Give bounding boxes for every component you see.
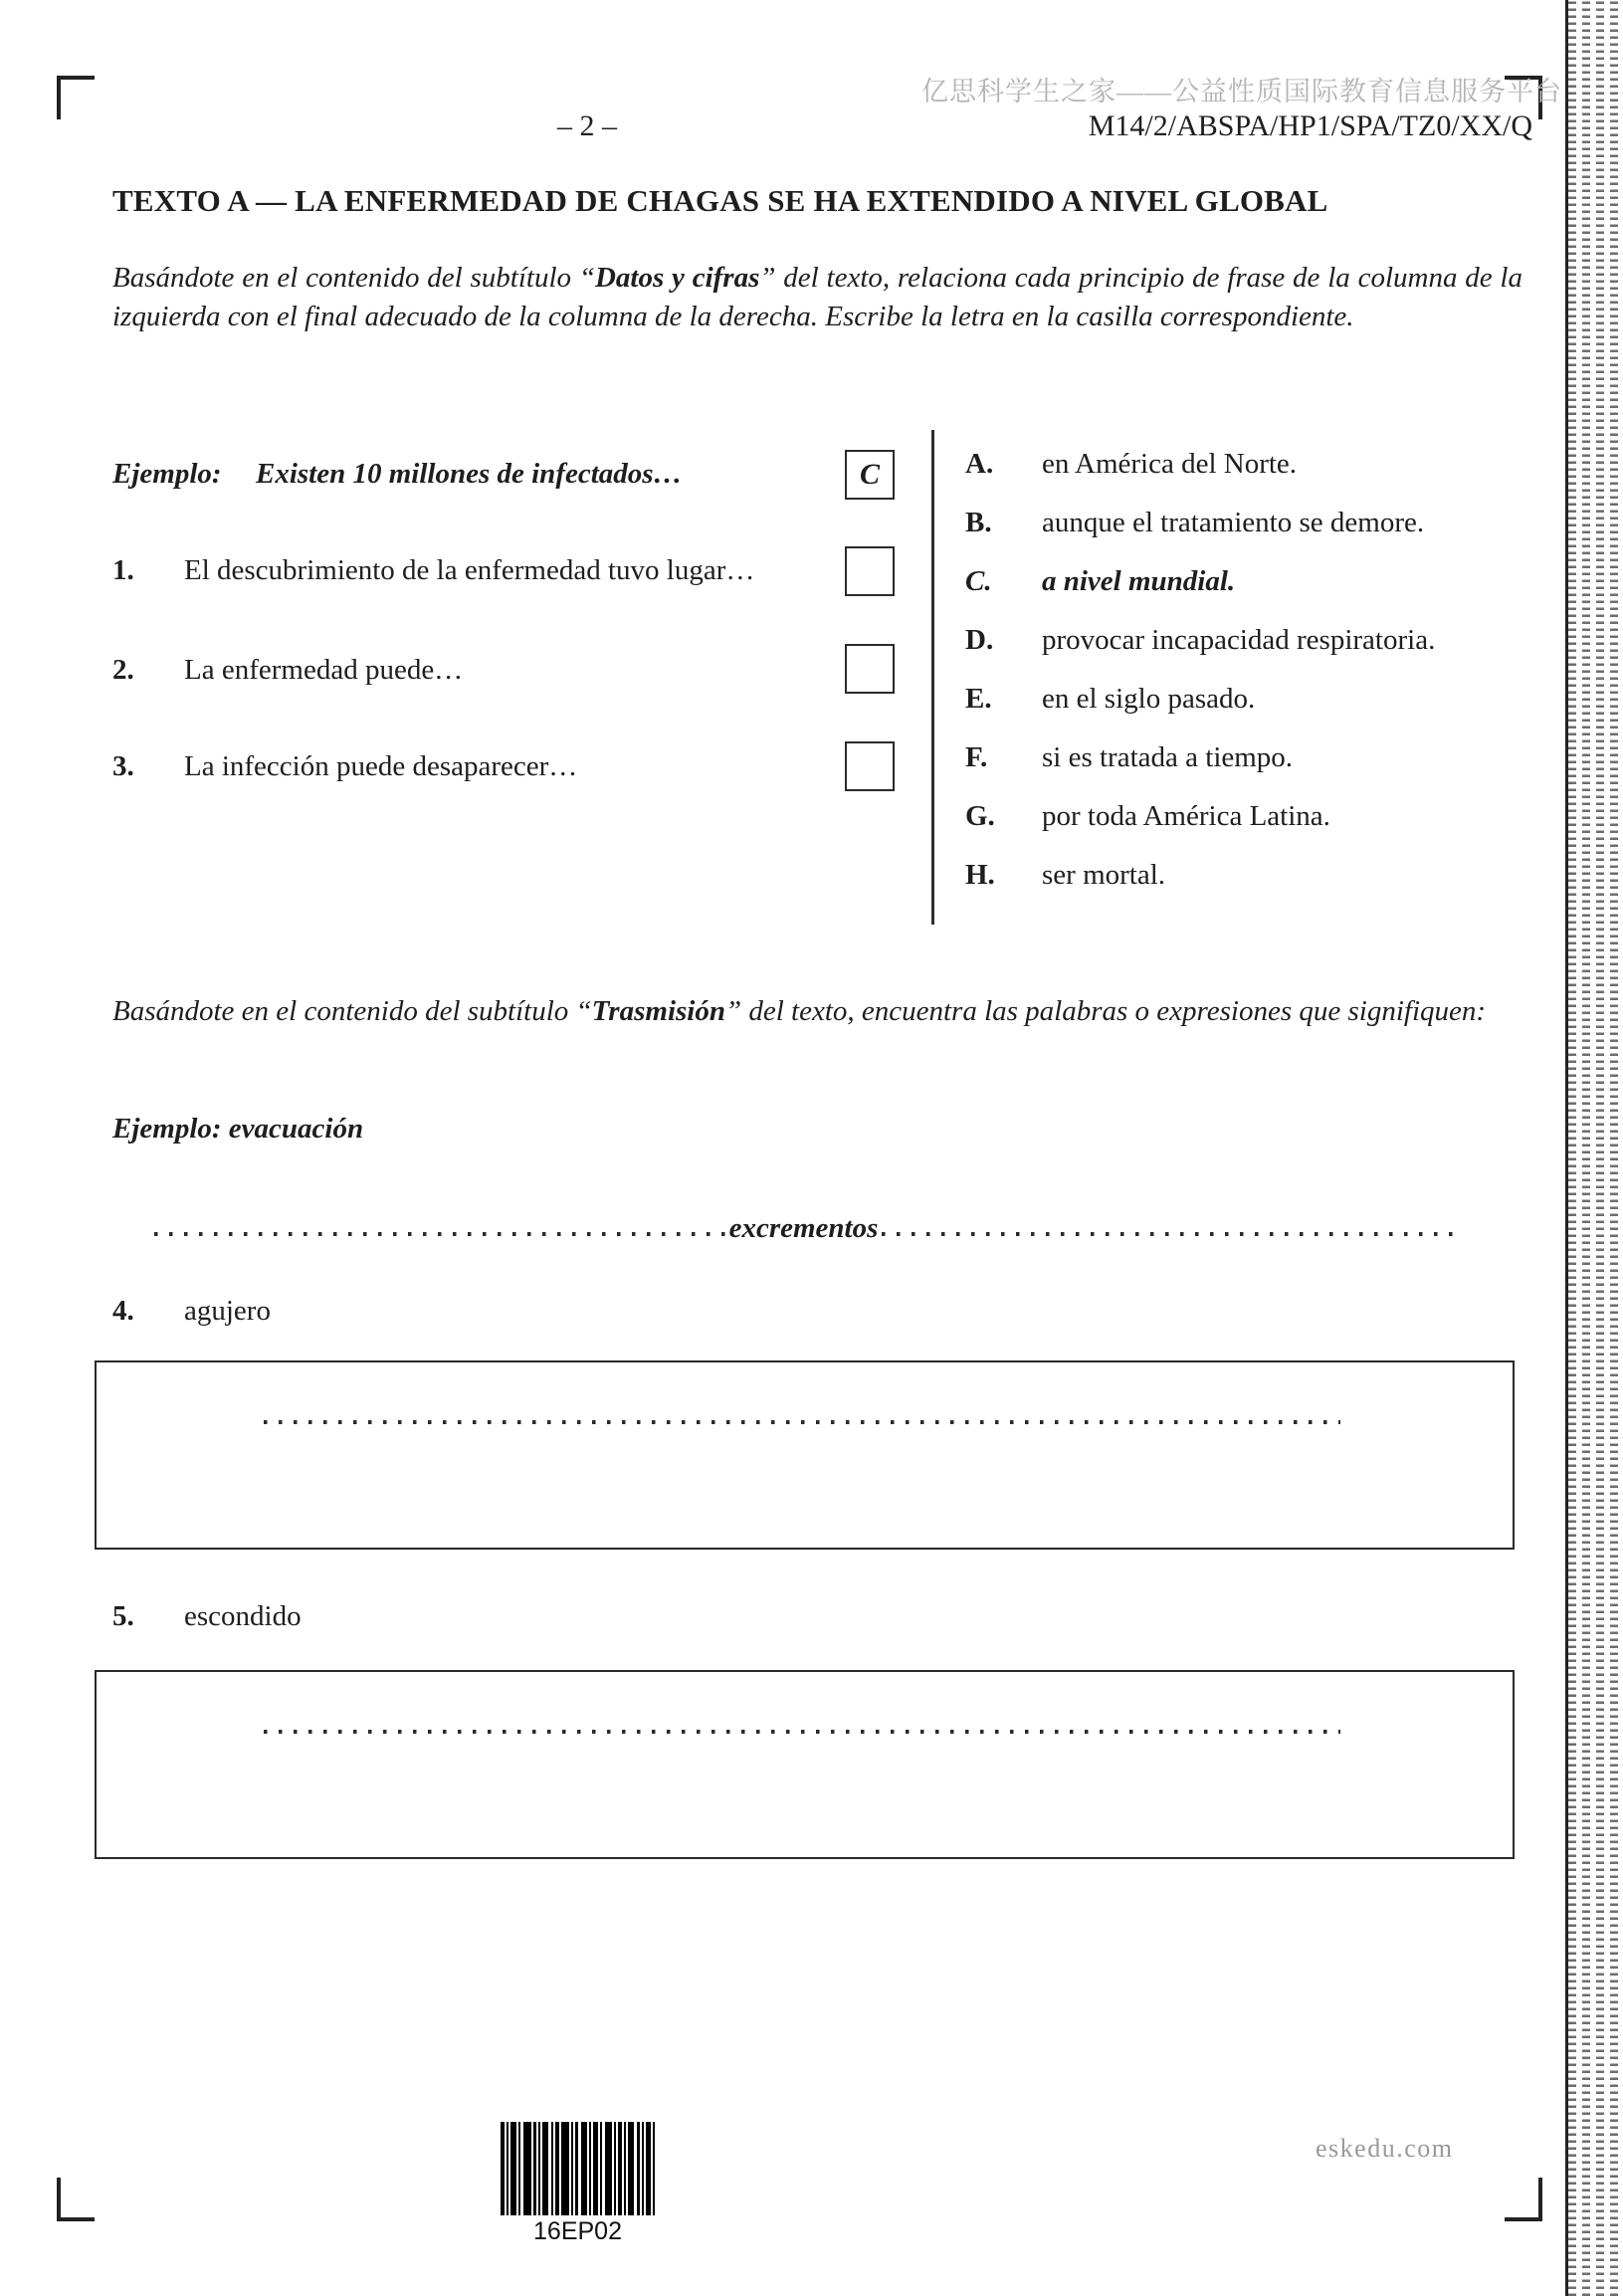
- question-3-number: 3.: [112, 750, 134, 782]
- example2-answer-row: [154, 1214, 1453, 1243]
- page-number: – 2 –: [557, 109, 617, 142]
- question-3-text: La infección puede desaparecer…: [184, 750, 578, 782]
- question-4-number: 4.: [112, 1295, 134, 1327]
- question-4-text: agujero: [184, 1295, 271, 1327]
- barcode: [501, 2122, 655, 2215]
- example2-label: Ejemplo: evacuación: [112, 1113, 364, 1145]
- instructions-datos-y-cifras: [112, 259, 1522, 336]
- option-b-text: aunque el tratamiento se demore.: [1042, 507, 1425, 538]
- question-5-number: 5.: [112, 1600, 134, 1632]
- crop-mark-bottom-right: [1505, 2178, 1542, 2221]
- example2-answer-word: excrementos: [728, 1212, 879, 1244]
- option-c-text: a nivel mundial.: [1042, 565, 1236, 597]
- barcode-label: 16EP02: [533, 2217, 622, 2245]
- question-2-answer-box[interactable]: [845, 644, 895, 694]
- question-5-answer-line: [264, 1730, 1340, 1734]
- instructions1-subtitle: Datos y cifras: [594, 262, 760, 294]
- example1-label: Ejemplo:: [112, 458, 222, 490]
- question-1-number: 1.: [112, 554, 134, 586]
- paper-code: M14/2/ABSPA/HP1/SPA/TZ0/XX/Q: [1088, 109, 1532, 142]
- option-f-letter: F.: [965, 741, 988, 773]
- option-e-text: en el siglo pasado.: [1042, 683, 1256, 715]
- dotted-line-left: [154, 1232, 725, 1236]
- question-3-answer-box[interactable]: [845, 741, 895, 791]
- crop-mark-top-left: [57, 76, 95, 119]
- question-4-answer-box[interactable]: [95, 1360, 1515, 1550]
- question-2-number: 2.: [112, 654, 134, 686]
- question-2-text: La enfermedad puede…: [184, 654, 464, 686]
- instructions1-pre: Basándote en el contenido del subtítulo “: [112, 262, 595, 294]
- option-g-letter: G.: [965, 800, 995, 832]
- option-g-text: por toda América Latina.: [1042, 800, 1330, 832]
- site-credit: eskedu.com: [1316, 2134, 1454, 2163]
- question-1-text: El descubrimiento de la enfermedad tuvo lugar…: [184, 554, 755, 586]
- question-1-answer-box[interactable]: [845, 546, 895, 596]
- option-h-letter: H.: [965, 859, 995, 891]
- option-e-letter: E.: [965, 683, 992, 715]
- instructions2-pre: Basándote en el contenido del subtítulo “: [112, 995, 592, 1027]
- option-f-text: si es tratada a tiempo.: [1042, 741, 1294, 773]
- option-b-letter: B.: [965, 507, 992, 538]
- option-a-text: en América del Norte.: [1042, 448, 1298, 480]
- option-a-letter: A.: [965, 448, 994, 480]
- dotted-line-right: [882, 1232, 1453, 1236]
- question-4-answer-line: [264, 1420, 1340, 1424]
- example1-text: Existen 10 millones de infectados…: [256, 458, 683, 490]
- option-d-text: provocar incapacidad respiratoria.: [1042, 624, 1436, 656]
- question-5-answer-box[interactable]: [95, 1670, 1515, 1859]
- instructions2-subtitle: Trasmisión: [591, 995, 725, 1027]
- section-title: TEXTO A — LA ENFERMEDAD DE CHAGAS SE HA EXTENDIDO A NIVEL GLOBAL: [112, 183, 1328, 218]
- instructions1-post: ” del texto, relaciona cada principio de frase de la columna de la izquierda con el final adecuado de la columna de la derecha. Escribe la letra en la casilla correspondiente.: [112, 262, 1522, 332]
- instructions-trasmision: [112, 991, 1522, 1031]
- crop-mark-bottom-left: [57, 2178, 95, 2221]
- option-h-text: ser mortal.: [1042, 859, 1166, 891]
- watermark-text: 亿思科学生之家——公益性质国际教育信息服务平台: [921, 77, 1562, 106]
- option-c-letter: C.: [965, 565, 992, 597]
- example1-answer-box[interactable]: C: [845, 450, 895, 500]
- option-d-letter: D.: [965, 624, 994, 656]
- question-5-text: escondido: [184, 1600, 302, 1632]
- scan-edge-texture: [1565, 0, 1623, 2296]
- column-divider: [931, 430, 934, 925]
- instructions2-post: ” del texto, encuentra las palabras o expresiones que signifiquen:: [724, 995, 1487, 1027]
